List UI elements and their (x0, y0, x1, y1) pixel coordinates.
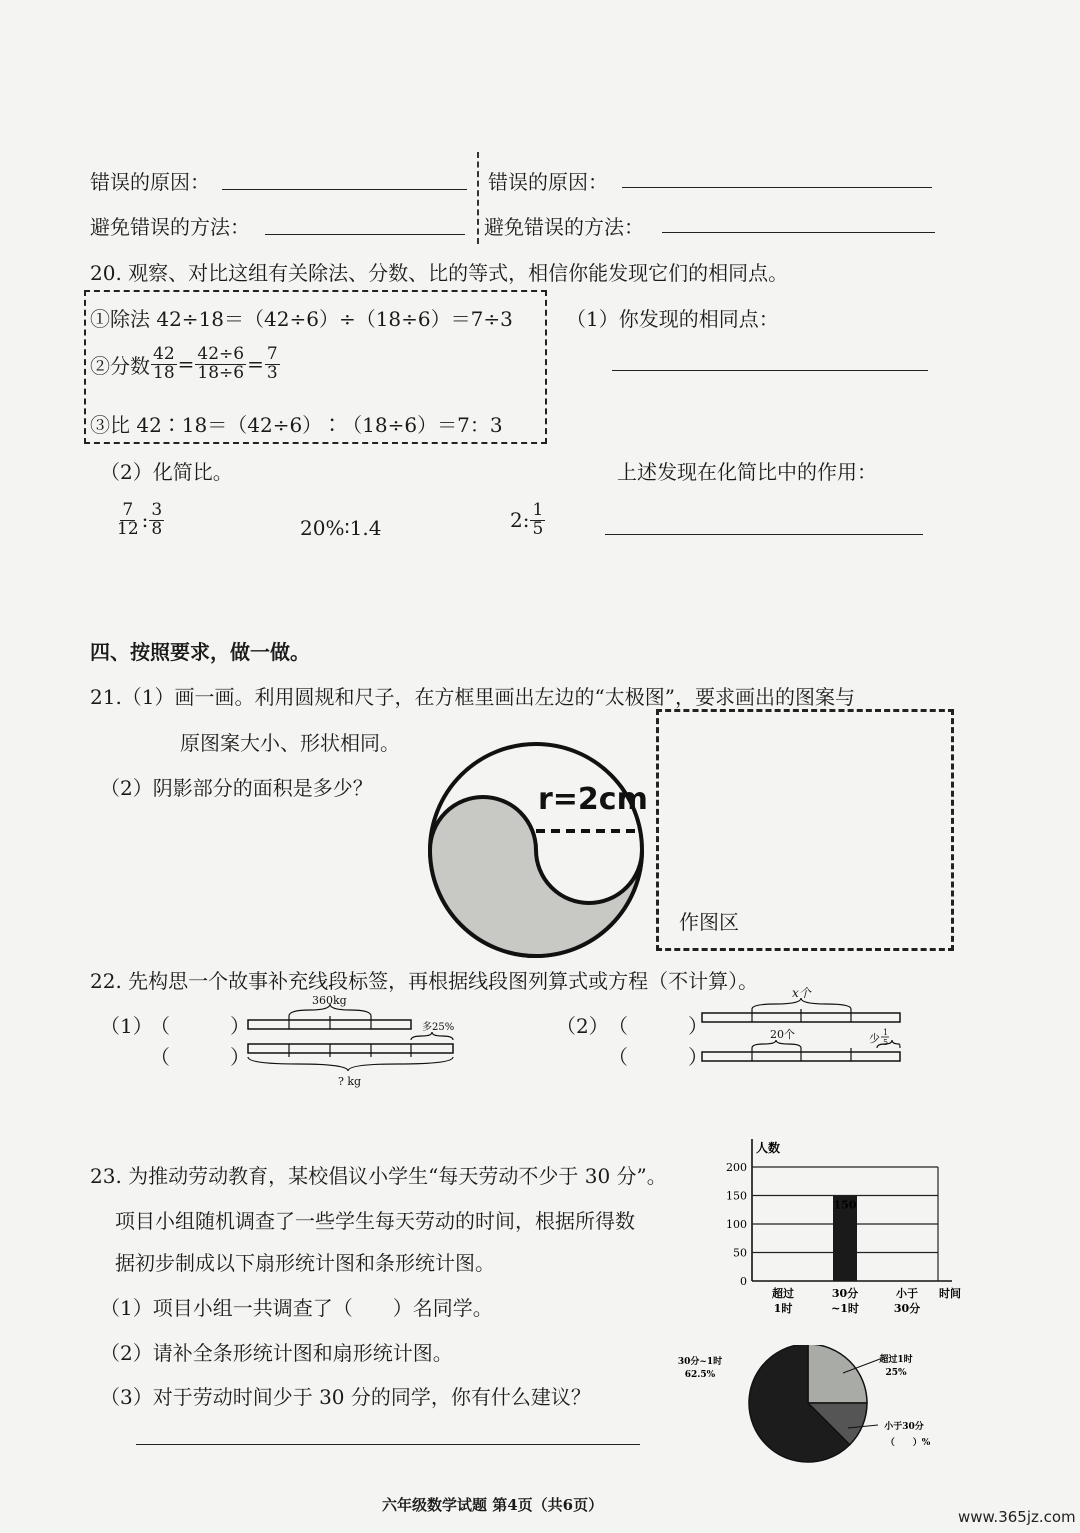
q22-p1-blank2-close: ） (230, 1045, 250, 1069)
q22-p2-blank1-open[interactable]: （ (608, 1014, 628, 1038)
q20-p1: （1）你发现的相同点： (566, 307, 779, 331)
taiji-figure (420, 736, 660, 964)
segment-diagram-2 (696, 986, 908, 1066)
equals: = (247, 352, 264, 377)
frac-7-3 (265, 346, 280, 383)
method-blank-right[interactable] (662, 232, 935, 233)
equals: = (177, 352, 195, 377)
pie-pct-2: （ ）% (885, 1438, 931, 1448)
ratio-3 (510, 502, 546, 539)
den: 18÷6 (197, 362, 245, 383)
segment-bottom (248, 1044, 453, 1053)
q23-p3-blank[interactable] (136, 1444, 640, 1445)
ratio-3-int: 2: (510, 508, 530, 533)
y-tick-label: 200 (726, 1161, 747, 1174)
brace-more (411, 1032, 453, 1040)
colon: : (141, 508, 149, 533)
x-tick-label: 30分 (831, 1287, 859, 1300)
pie-pct-1: 25% (885, 1368, 907, 1378)
method-label-right: 避免错误的方法： (484, 215, 644, 239)
eq-ratio: ③比 42∶18＝（42÷6）∶（18÷6）＝7：3 (90, 413, 503, 437)
q20-role-blank[interactable] (605, 534, 923, 535)
den: 8 (151, 518, 163, 539)
den: 12 (117, 518, 139, 539)
pie-chart (672, 1345, 944, 1467)
y-axis-label: 人数 (756, 1141, 781, 1155)
bar-data-label: 150 (833, 1198, 857, 1212)
less-den: 5 (883, 1038, 889, 1047)
section-4-title: 四、按照要求，做一做。 (90, 640, 310, 664)
reason-label-right: 错误的原因： (488, 170, 608, 194)
pie-label-2: 小于30分 (884, 1422, 924, 1432)
q21-line1: 21.（1）画一画。利用圆规和尺子，在方框里画出左边的“太极图”，要求画出的图案与 (90, 685, 855, 709)
eq-fraction (90, 346, 281, 383)
q21-line2: 原图案大小、形状相同。 (180, 731, 400, 755)
q20-title: 20. 观察、对比这组有关除法、分数、比的等式，相信你能发现它们的相同点。 (90, 261, 789, 285)
method-label-left: 避免错误的方法： (90, 215, 250, 239)
bar-chart (720, 1135, 972, 1325)
num: 42 (153, 344, 175, 364)
num: 7 (122, 500, 134, 520)
x-tick-label: 1时 (773, 1302, 793, 1315)
y-tick-label: 100 (726, 1218, 747, 1231)
num: 7 (266, 344, 278, 364)
watermark: www.365jz.com (958, 1508, 1076, 1526)
eq-division: ①除法 42÷18＝（42÷6）÷（18÷6）＝7÷3 (90, 307, 513, 331)
x-axis-label: 时间 (939, 1287, 961, 1300)
radius-label: r=2cm (538, 782, 648, 817)
q23-line1: 23. 为推动劳动教育，某校倡议小学生“每天劳动不少于 30 分”。 (90, 1164, 667, 1188)
divider (477, 152, 479, 244)
y-tick-label: 150 (726, 1189, 747, 1203)
pie-pct-0: 62.5% (684, 1370, 716, 1380)
frac-42-18 (151, 346, 177, 383)
reason-label-left: 错误的原因： (90, 170, 210, 194)
drawing-area-label: 作图区 (679, 910, 739, 934)
num: 1 (532, 500, 544, 520)
segment-diagram-1 (240, 994, 470, 1090)
q23-line3: 据初步制成以下扇形统计图和条形统计图。 (115, 1251, 495, 1275)
page-footer: 六年级数学试题 第4页（共6页） (382, 1496, 604, 1514)
den: 3 (266, 362, 278, 383)
q20-role: 上述发现在化简比中的作用： (617, 460, 877, 484)
brace-bottom (248, 1057, 453, 1071)
reason-blank-left[interactable] (222, 189, 467, 190)
ratio-2: 20%∶1.4 (300, 516, 382, 540)
x-tick-label: 超过 (772, 1287, 794, 1300)
q22-p1-label: （1） (100, 1014, 153, 1038)
less-num: 1 (883, 1028, 889, 1037)
label-more-25: 多25% (422, 1022, 455, 1033)
q23-line2: 项目小组随机调查了一些学生每天劳动的时间，根据所得数 (115, 1209, 635, 1233)
x-tick-label: 30分 (893, 1302, 921, 1315)
q23-p3: （3）对于劳动时间少于 30 分的同学，你有什么建议？ (100, 1385, 591, 1409)
eq-fraction-prefix: ②分数 (90, 353, 150, 378)
q20-p1-blank[interactable] (612, 370, 928, 371)
q22-p2-blank2-open[interactable]: （ (608, 1045, 628, 1069)
ratio-1 (114, 502, 165, 539)
den: 5 (532, 518, 544, 539)
y-tick-label: 0 (740, 1275, 747, 1288)
y-tick-label: 50 (733, 1246, 747, 1260)
method-blank-left[interactable] (265, 234, 465, 235)
x-tick-label: 小于 (896, 1287, 918, 1300)
pie-slice-1 (808, 1345, 867, 1403)
num: 3 (151, 500, 163, 520)
label-x: x个 (792, 986, 811, 1000)
q23-p1[interactable]: （1）项目小组一共调查了（ ）名同学。 (100, 1296, 493, 1320)
frac-1-5 (530, 502, 545, 539)
label-360kg: 360kg (312, 994, 347, 1007)
x-tick-label: ~1时 (831, 1302, 859, 1315)
pie-label-0: 30分~1时 (677, 1357, 723, 1367)
brace-20 (752, 1040, 801, 1048)
q20-p2: （2）化简比。 (100, 460, 233, 484)
q22-p2-blank2-close: ） (688, 1045, 708, 1069)
label-less: 少 (869, 1032, 880, 1045)
frac-7-12 (115, 502, 141, 539)
q21-p2: （2）阴影部分的面积是多少？ (100, 776, 373, 800)
drawing-area[interactable] (656, 709, 954, 951)
q22-p2-blank1-close: ） (688, 1014, 708, 1038)
frac-3-8 (149, 502, 164, 539)
num: 42÷6 (197, 344, 245, 364)
q22-p1-blank1-close: ） (230, 1014, 250, 1038)
frac-expr (195, 346, 246, 383)
label-20: 20个 (770, 1028, 795, 1041)
q23-p2: （2）请补全条形统计图和扇形统计图。 (100, 1341, 453, 1365)
pie-label-1: 超过1时 (879, 1355, 913, 1365)
den: 18 (153, 362, 175, 383)
q22-title: 22. 先构思一个故事补充线段标签，再根据线段图列算式或方程（不计算）。 (90, 969, 759, 993)
q22-p1-blank2-open[interactable]: （ (150, 1045, 170, 1069)
brace-less (877, 1040, 900, 1048)
q22-p2-label: （2） (556, 1014, 609, 1038)
reason-blank-right[interactable] (622, 187, 932, 188)
label-question-kg: ? kg (338, 1075, 362, 1088)
q22-p1-blank1-open[interactable]: （ (150, 1014, 170, 1038)
